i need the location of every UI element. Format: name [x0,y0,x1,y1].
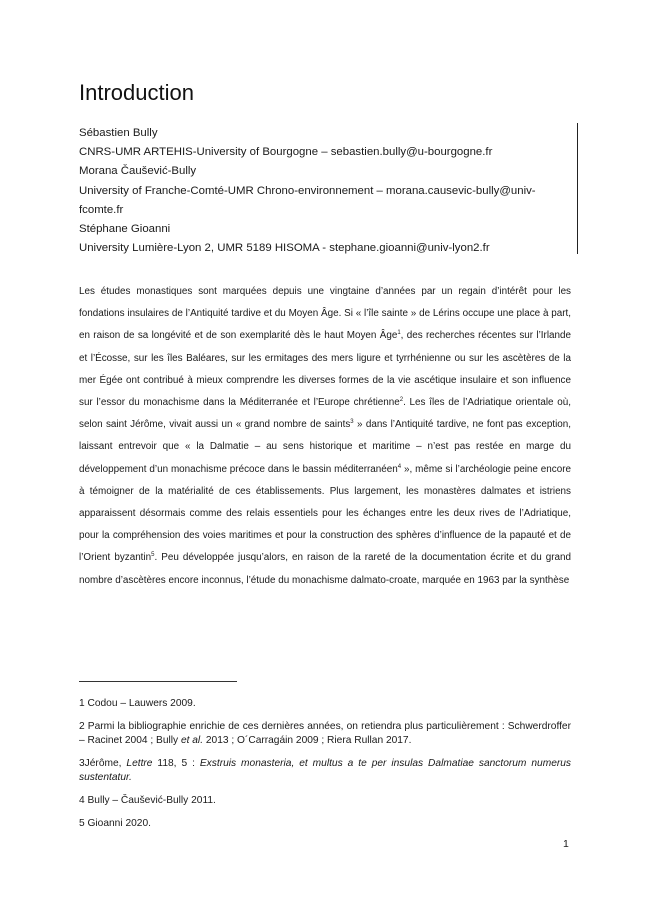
footnote-text: 118, 5 : [152,758,200,769]
footnote-separator [79,681,237,682]
footnote-ref: 2 [399,397,404,404]
author-affiliation: CNRS-UMR ARTEHIS-University of Bourgogne – sebastien.bully@u-bourgogne.fr [79,146,493,159]
footnote-quote: Exstruis monasteria, et multus a te per insulas Dalmatiae sanctorum numerus sustentatur. [79,758,572,783]
body-text-segment: », même si l’archéologie peine encore à témoigner de la matérialité de ces établissements. Plus largement, les monastères dalmates et istriens apparaissent désormais comme des relais essentiels pour les échanges entre les deux rives de l’Adriatique, pour la compréhension des voies maritimes et pour la construction des sphères d’influence de la papauté et de l’Orient byzantin [79,463,571,564]
footnote-ref: 3 [350,419,354,426]
footnotes [79,697,571,840]
body-text-segment: , des recherches récentes sur l’Irlande et l’Écosse, sur les îles Baléares, sur les ermitages des mers ligure et tyrrhénienne ou sur les ascètères de la mer Égée ont contribué à mieux comprendre les diverses formes de la vie ascétique insulaire et son influence sur l’essor du monachisme dans la Méditerranée et l’Europe chrétienne [79,330,571,409]
footnote: 1 Codou – Lauwers 2009. [79,698,196,709]
footnote: 4 Bully – Čaušević-Bully 2011. [79,795,216,806]
page-title: Introduction [79,80,194,105]
author-affiliation: University Lumière-Lyon 2, UMR 5189 HISOMA - stephane.gioanni@univ-lyon2.fr [79,242,490,255]
footnote-ref: 4 [397,463,402,470]
footnote-ref: 1 [397,330,401,337]
body-text-segment: Les études monastiques sont marquées depuis une vingtaine d’années par un regain d’intérêt pour les fondations insulaires de l’Antiquité tardive et du Moyen Âge. Si « l’île sainte » de Lérins occupe une place à part, en raison de sa longévité et de son exemplarité dès le haut Moyen Âge [79,286,571,342]
author-name: Sébastien Bully [79,127,158,139]
author-name: Stéphane Gioanni [79,223,171,236]
footnote-italic: et al. [180,735,204,746]
footnote-text: 2013 ; O´Carragáin 2009 ; Riera Rullan 2017. [203,735,412,746]
page-number: 1 [563,838,569,850]
author-name: Morana Čaušević-Bully [79,165,197,178]
footnote-ref: 5 [151,552,155,559]
footnote-italic: Lettre [126,758,153,769]
margin-rule [577,123,578,254]
body-text-segment: . Les îles de l’Adriatique orientale où, selon saint Jérôme, vivait aussi un « grand nombre de saints [79,397,571,431]
footnote [79,720,571,748]
body-text-segment: » dans l’Antiquité tardive, ne font pas exception, laissant entrevoir que « la Dalmatie – au sens historique et maritime – n’est pas restée en marge du développement d’un monachisme précoce dans le bassin méditerranéen [79,419,571,475]
footnote-text: 3Jérôme, [79,758,127,769]
author-affiliation: University of Franche-Comté-UMR Chrono-environnement – morana.causevic-bully@univ-fcomte.fr [79,184,536,216]
footnote: 5 Gioanni 2020. [79,818,151,829]
footnote-text: 2 Parmi la bibliographie enrichie de ces dernières années, on retiendra plus particulièrement : Schwerdroffer – Racinet 2004 ; Bully [79,721,571,746]
body-text-segment: . Peu développée jusqu’alors, en raison de la rareté de la documentation écrite et du grand nombre d’ascètères encore inconnus, l’étude du monachisme dalmato-croate, marquée en 1963 par la synthèse [79,552,572,586]
footnote [79,757,571,785]
author-block [79,124,579,258]
body-paragraph [79,281,571,592]
